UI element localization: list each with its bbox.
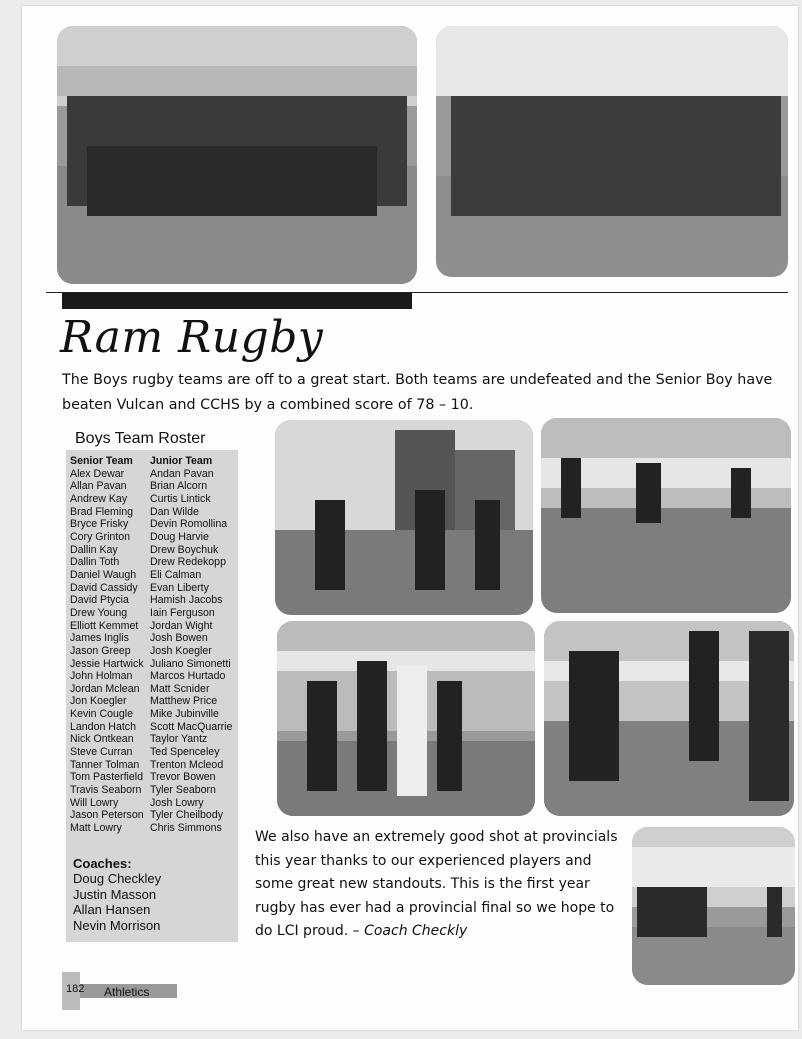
senior-player-name: Kevin Cougle: [70, 708, 134, 721]
junior-player-name: Josh Koegler: [150, 644, 212, 657]
senior-player-name: Elliott Kemmet: [70, 619, 139, 632]
junior-player-name: Chris Simmons: [150, 822, 222, 835]
senior-player-name: Matt Lowry: [70, 822, 122, 835]
coach-name: Justin Masson: [73, 886, 157, 902]
senior-player-name: Jessie Hartwick: [70, 657, 144, 670]
senior-player-name: Tom Pasterfield: [70, 771, 144, 784]
page-number: 182: [66, 983, 85, 995]
article-title: Ram Rugby: [60, 312, 324, 363]
senior-player-name: Alex Dewar: [70, 467, 125, 480]
senior-player-name: David Ptycia: [70, 594, 129, 607]
action-photo-3: [277, 621, 535, 816]
action-photo-1: [275, 420, 533, 615]
junior-player-name: Mike Jubinville: [150, 708, 219, 721]
junior-player-name: Trenton Mcleod: [150, 758, 224, 771]
senior-player-name: Dallin Kay: [70, 543, 118, 556]
senior-player-name: Travis Seaborn: [70, 784, 142, 797]
junior-player-name: Josh Bowen: [150, 632, 208, 645]
senior-player-name: Landon Hatch: [70, 720, 136, 733]
section-label: Athletics: [104, 985, 150, 999]
action-photo-2: [541, 418, 791, 613]
coaches-header: Coaches:: [73, 856, 132, 871]
senior-player-name: Tanner Tolman: [70, 758, 140, 771]
junior-player-name: Matt Scnider: [150, 682, 210, 695]
senior-player-name: Nick Ontkean: [70, 733, 134, 746]
senior-player-name: Jason Peterson: [70, 809, 144, 822]
senior-player-name: John Holman: [70, 670, 133, 683]
junior-player-name: Devin Romollina: [150, 518, 228, 531]
junior-player-name: Jordan Wight: [150, 619, 213, 632]
senior-player-name: Daniel Waugh: [70, 568, 137, 581]
junior-player-name: Doug Harvie: [150, 530, 209, 543]
junior-player-name: Iain Ferguson: [150, 606, 215, 619]
senior-player-name: Dallin Toth: [70, 556, 120, 569]
junior-player-name: Brian Alcorn: [150, 480, 208, 493]
coaches-list: [73, 871, 161, 933]
senior-team-list: [70, 455, 144, 835]
header-bar: [62, 293, 412, 309]
junior-player-name: Evan Liberty: [150, 581, 209, 594]
coach-quote: [255, 826, 627, 944]
junior-player-name: Taylor Yantz: [150, 733, 208, 746]
senior-player-name: Drew Young: [70, 606, 128, 619]
junior-player-name: Juliano Simonetti: [150, 657, 231, 670]
quote-signature: Coach Checkly: [364, 923, 468, 939]
junior-team-list: [150, 455, 232, 835]
senior-player-name: Cory Grinton: [70, 530, 131, 543]
junior-team-photo: [436, 26, 788, 277]
action-photo-4: [544, 621, 794, 816]
junior-player-name: Drew Boychuk: [150, 543, 219, 556]
junior-player-name: Trevor Bowen: [150, 771, 216, 784]
senior-team-header: Senior Team: [70, 455, 133, 467]
junior-player-name: Andan Pavan: [150, 467, 214, 480]
junior-player-name: Drew Redekopp: [150, 556, 226, 569]
junior-player-name: Ted Spenceley: [150, 746, 220, 759]
senior-player-name: Bryce Frisky: [70, 518, 129, 531]
senior-player-name: James Inglis: [70, 632, 129, 645]
junior-player-name: Dan Wilde: [150, 505, 199, 518]
article-intro: The Boys rugby teams are off to a great start. Both teams are undefeated and the Senior Boy have beaten Vulcan and CCHS by a combined score of 78 – 10.: [62, 372, 773, 413]
junior-team-header: Junior Team: [150, 455, 213, 467]
coach-name: Doug Checkley: [73, 871, 162, 886]
junior-player-name: Matthew Price: [150, 695, 218, 708]
coach-name: Allan Hansen: [73, 902, 151, 918]
junior-player-name: Josh Lowry: [150, 796, 204, 809]
junior-player-name: Curtis Lintick: [150, 492, 211, 505]
quote-text: We also have an extremely good shot at provincials this year thanks to our experienced players and some great new standouts. This is the first year rugby has ever had a provincial final so we hope to do LCI proud. –: [255, 829, 618, 939]
senior-player-name: David Cassidy: [70, 581, 138, 594]
senior-player-name: Andrew Kay: [70, 492, 128, 505]
senior-player-name: Jordan Mclean: [70, 682, 140, 695]
senior-player-name: Jason Greep: [70, 644, 131, 657]
senior-player-name: Brad Fleming: [70, 505, 133, 518]
senior-player-name: Steve Curran: [70, 746, 133, 759]
senior-team-photo: [57, 26, 417, 284]
junior-player-name: Marcos Hurtado: [150, 670, 226, 683]
junior-player-name: Hamish Jacobs: [150, 594, 223, 607]
junior-player-name: Tyler Cheilbody: [150, 809, 224, 822]
senior-player-name: Jon Koegler: [70, 695, 127, 708]
senior-player-name: Will Lowry: [70, 796, 119, 809]
junior-player-name: Scott MacQuarrie: [150, 720, 233, 733]
coach-name: Nevin Morrison: [73, 917, 161, 933]
junior-player-name: Eli Calman: [150, 568, 202, 581]
action-photo-5: [632, 827, 795, 985]
roster-title: Boys Team Roster: [75, 430, 206, 447]
junior-player-name: Tyler Seaborn: [150, 784, 216, 797]
senior-player-name: Allan Pavan: [70, 480, 127, 493]
